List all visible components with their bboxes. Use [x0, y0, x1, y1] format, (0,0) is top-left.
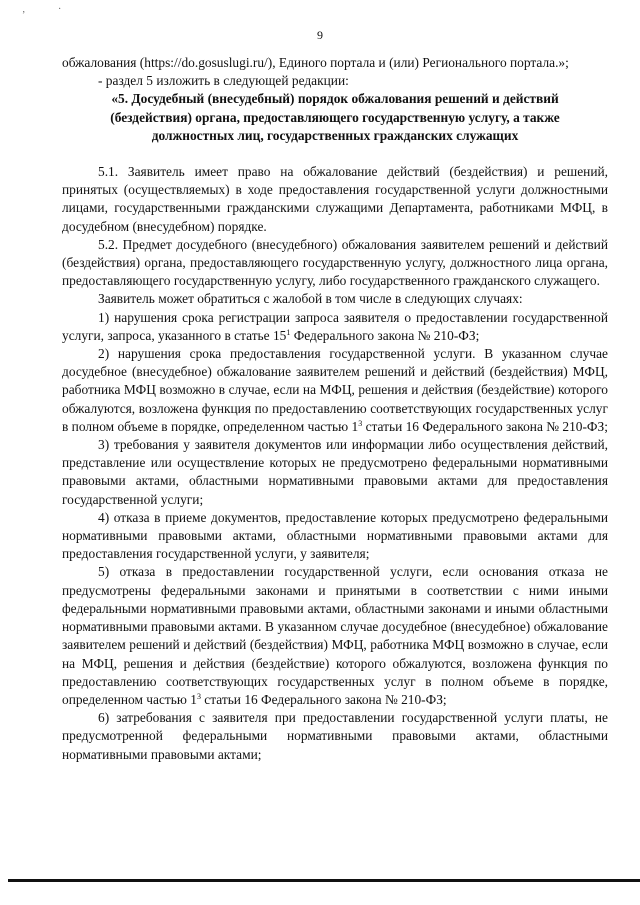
document-body: [62, 54, 608, 764]
list-item-6: 6) затребования с заявителя при предоставлении государственной услуги платы, не предусмотренной федеральными нормативными правовыми актами, областными нормативными правовыми актами;: [62, 710, 608, 762]
paragraph-section-5-edit: - раздел 5 изложить в следующей редакции:: [98, 73, 349, 89]
list-item-2-tail: статьи 16 Федерального закона № 210-ФЗ;: [362, 418, 608, 434]
paragraph-5-1: 5.1. Заявитель имеет право на обжалование действий (бездействия) и решений, принятых (осуществляемых) в ходе предоставления государственной услуги должностными лицами, государственными гражданскими служащими Департамента, работниками МФЦ, в досудебном (внесудебном) порядке.: [62, 164, 608, 234]
paragraph-appeal-portal: обжалования (https://do.gosuslugi.ru/), Единого портала и (или) Регионального портала.»;: [62, 55, 569, 70]
page-number: 9: [317, 28, 323, 42]
list-item-2-sup: 3: [358, 418, 363, 428]
list-item-5-tail: статьи 16 Федерального закона № 210-ФЗ;: [200, 691, 447, 707]
list-item-5-text: 5) отказа в предоставлении государственной услуги, если основания отказа не предусмотрены федеральными законами и принятыми в соответствии с ними иными федеральными нормативными правовыми актами, областными законами и иными областными нормативными правовыми актами. В указанном случае досудебное (внесудебное) обжалование заявителем решений и действий (бездействия) МФЦ, работника МФЦ возможно в случае, если на МФЦ, решения и действия (бездействие) которого обжалуются, возложена функция по предоставлению соответствующих государственных услуг в полном объеме в порядке, определенном частью 1: [62, 564, 608, 707]
list-item-5: [62, 563, 608, 709]
list-item-2-text: 2) нарушения срока предоставления государственной услуги. В указанном случае досудебное (внесудебное) обжалование заявителем решений и действий (бездействия) МФЦ, работника МФЦ возможно в случае, если на МФЦ, решения и действия (бездействие) которого обжалуются, возложена функция по предоставлению соответствующих государственных услуг в полном объеме в порядке, определенном частью 1: [62, 346, 608, 434]
list-item-3: 3) требования у заявителя документов или информации либо осуществления действий, представление или осуществление которых не предусмотрено федеральными нормативными правовыми актами, областными нормативными правовыми актами для предоставления государственной услуги;: [62, 437, 608, 507]
paragraph-complaint-cases: Заявитель может обратиться с жалобой в том числе в следующих случаях:: [98, 291, 523, 307]
paragraph-5-2: 5.2. Предмет досудебного (внесудебного) обжалования заявителем решений и действий (бездействия) органа, предоставляющего государственную услугу, должностного лица органа, предоставляющего государственную услугу, либо государственного гражданского служащего.: [62, 236, 608, 289]
list-item-2: [62, 345, 608, 436]
list-item-1-sup: 1: [286, 327, 291, 337]
list-item-5-sup: 3: [196, 691, 201, 701]
scan-mark-right: ·: [58, 4, 62, 15]
list-item-1-tail: Федерального закона № 210-ФЗ;: [290, 327, 480, 343]
list-item-1-text: 1) нарушения срока регистрации запроса заявителя о предоставлении государственной услуги, запроса, указанного в статье 15: [62, 309, 608, 343]
scan-mark-left: ‚: [22, 4, 26, 15]
section-5-title: «5. Досудебный (внесудебный) порядок обжалования решений и действий (бездействия) органа, предоставляющего государственную услугу, а также должностных лиц, государственных гражданских служащих: [110, 91, 560, 143]
page-bottom-rule: [8, 879, 640, 882]
list-item-4: 4) отказа в приеме документов, предоставление которых предусмотрено федеральными нормативными правовыми актами, областными нормативными правовыми актами для предоставления государственной услуги, у заявителя;: [62, 509, 608, 562]
list-item-1: [62, 309, 608, 345]
